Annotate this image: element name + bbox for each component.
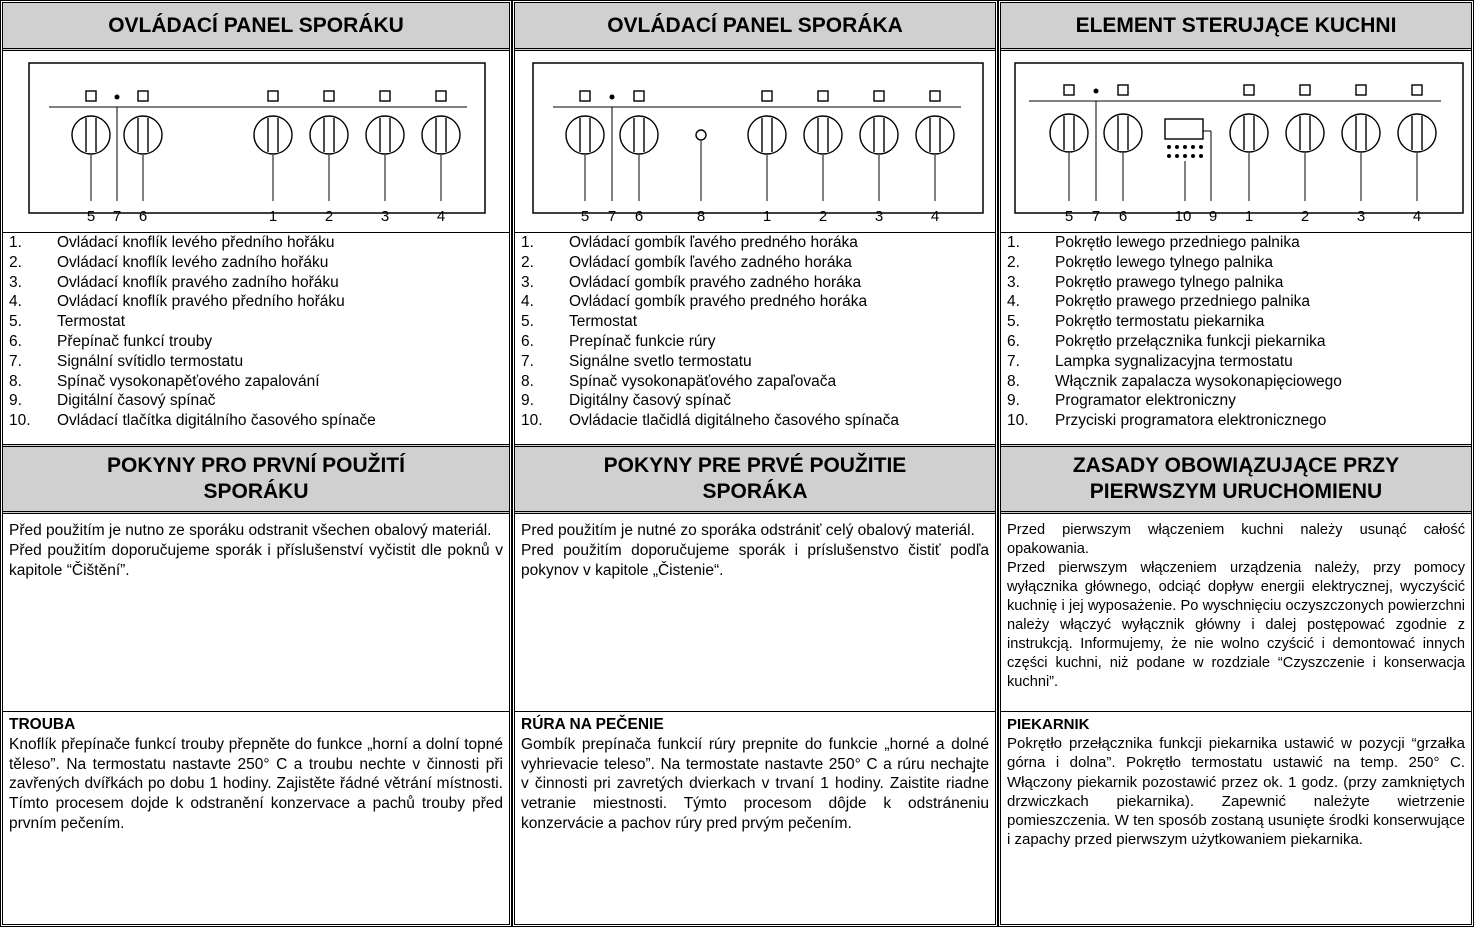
list-item: 7. Signálne svetlo termostatu <box>521 352 752 370</box>
list-item: 1. Ovládací knoflík levého předního hořáku <box>9 234 335 251</box>
first-use-text: Przed pierwszym włączeniem kuchni należy usunąć całość opakowania. Przed pierwszym włączeniem urządzenia należy, przy pomocy wyłącznika głównego, odciąć dopływ energii elektrycznej, wyczyścić kuchnię i jej wyposażenie. Po wyschnięciu oczyszczonych powierzchni należy włączyć wyłącznik główny i dalej postępować zgodnie z instrukcją. Informujemy, że nie wolno czyścić i demontować innych części kuchni, niż podane w rozdziale “Czyszczenie i konserwacja kuchni”. <box>1007 522 1465 690</box>
panel-drawing <box>515 51 995 231</box>
diagram-label: 4 <box>436 208 446 225</box>
list-item: 3. Ovládací gombík pravého zadného horáka <box>521 273 862 291</box>
panel-drawing <box>1001 51 1471 231</box>
diagram-label: 5 <box>580 208 590 225</box>
diagram-label: 7 <box>112 208 122 225</box>
section-header: POKYNY PRO PRVNÍ POUŽITÍ SPORÁKU <box>3 444 509 514</box>
legend-list <box>1001 233 1471 443</box>
diagram-label: 1 <box>762 208 772 225</box>
list-item: 5. Pokrętło termostatu piekarnika <box>1007 313 1265 331</box>
diagram-label: 3 <box>380 208 390 225</box>
list-item: 8. Włącznik zapalacza wysokonapięciowego <box>1007 372 1342 390</box>
oven-text: Gombík prepínača funkcií rúry prepnite do funkcie „horné a dolné vyhrievacie teleso”. Na termostate nastavte 250° C a rúru nechajte v činnosti pri zavretých dvierkach v trvaní 1 hodiny. Zaistite riadne vetranie miestnosti. Týmto procesom dôjde k odstráneniu konzervácie a pachov rúry pred prvým pečením. <box>521 735 989 832</box>
diagram-label: 2 <box>818 208 828 225</box>
list-item: 8. Spínač vysokonapäťového zapaľovača <box>521 372 837 390</box>
list-item: 3. Pokrętło prawego tylnego palnika <box>1007 273 1284 291</box>
list-item: 1. Ovládací gombík ľavého predného horáka <box>521 234 858 251</box>
diagram-label: 2 <box>324 208 334 225</box>
diagram-label: 8 <box>696 208 706 225</box>
list-item: 9. Programator elektroniczny <box>1007 392 1236 410</box>
diagram-label: 3 <box>1356 208 1366 225</box>
diagram-label: 4 <box>1412 208 1422 225</box>
list-item: 10. Ovládacie tlačidlá digitálneho časového spínača <box>521 412 900 430</box>
list-item: 7. Lampka sygnalizacyjna termostatu <box>1007 352 1293 370</box>
legend-list <box>515 233 995 443</box>
oven-section <box>521 715 989 834</box>
oven-section <box>9 715 503 834</box>
diagram-label: 1 <box>268 208 278 225</box>
oven-title: TROUBA <box>9 716 76 733</box>
list-item: 8. Spínač vysokonapěťového zapalování <box>9 372 320 390</box>
list-item: 10. Przyciski programatora elektronicznego <box>1007 412 1327 430</box>
diagram-label: 6 <box>634 208 644 225</box>
diagram-label: 5 <box>1064 208 1074 225</box>
list-item: 6. Pokrętło przełącznika funkcji piekarnika <box>1007 332 1326 350</box>
panel-drawing <box>3 51 509 231</box>
diagram-label: 6 <box>138 208 148 225</box>
column-polish <box>998 0 1474 927</box>
first-use-text: Před použitím je nutno ze sporáku odstranit všechen obalový materiál. Před použitím doporučujeme sporák i příslušenství vyčistit dle poknů v kapitole “Čištění”. <box>9 522 503 579</box>
control-panel-diagram <box>3 51 509 233</box>
diagram-label: 5 <box>86 208 96 225</box>
diagram-label: 7 <box>607 208 617 225</box>
section-header: ELEMENT STERUJĄCE KUCHNI <box>1001 3 1471 51</box>
oven-section <box>1007 715 1465 849</box>
list-item: 6. Přepínač funkcí trouby <box>9 332 213 350</box>
oven-title: RÚRA NA PEČENIE <box>521 716 664 733</box>
list-item: 6. Prepínač funkcie rúry <box>521 332 716 350</box>
list-item: 4. Ovládací gombík pravého predného horáka <box>521 293 868 311</box>
diagram-label: 7 <box>1091 208 1101 225</box>
list-item: 5. Termostat <box>521 313 638 331</box>
section-header: OVLÁDACÍ PANEL SPORÁKA <box>515 3 995 51</box>
list-item: 2. Ovládací gombík ľavého zadného horáka <box>521 253 852 271</box>
list-item: 1. Pokrętło lewego przedniego palnika <box>1007 234 1300 251</box>
column-czech <box>0 0 512 927</box>
diagram-label: 9 <box>1208 208 1218 225</box>
control-panel-diagram <box>1001 51 1471 233</box>
list-item: 7. Signální svítidlo termostatu <box>9 352 244 370</box>
list-item: 5. Termostat <box>9 313 126 331</box>
section-header: POKYNY PRE PRVÉ POUŽITIE SPORÁKA <box>515 444 995 514</box>
list-item: 2. Ovládací knoflík levého zadního hořáku <box>9 253 329 271</box>
oven-title: PIEKARNIK <box>1007 716 1090 733</box>
list-item: 10. Ovládací tlačítka digitálního časového spínače <box>9 412 376 430</box>
diagram-label: 6 <box>1118 208 1128 225</box>
list-item: 9. Digitálny časový spínač <box>521 392 731 410</box>
diagram-label: 2 <box>1300 208 1310 225</box>
list-item: 2. Pokrętło lewego tylnego palnika <box>1007 253 1273 271</box>
section-header: ZASADY OBOWIĄZUJĄCE PRZY PIERWSZYM URUCHOMIENU <box>1001 444 1471 514</box>
list-item: 9. Digitální časový spínač <box>9 392 216 410</box>
first-use-text: Pred použitím je nutné zo sporáka odstrániť celý obalový materiál. Pred použitím doporučujeme sporák i príslušenstvo čistiť podľa pokynov v kapitole „Čistenie“. <box>521 522 989 579</box>
oven-text: Pokrętło przełącznika funkcji piekarnika ustawić w pozycji “grzałka górna i dolna”. Pokrętło termostatu ustawić na temp. 250° C. Włączony piekarnik pozostawić przez ok. 1 godz. (przy zamkniętych drzwiczkach piekarnika). Zapewnić należyte wietrzenie pomieszczenia. W ten sposób zostaną usunięte środki konserwujące i zapachy przed pierwszym użytkowaniem piekarnika. <box>1007 735 1465 849</box>
diagram-label: 1 <box>1244 208 1254 225</box>
legend-list <box>3 233 509 443</box>
control-panel-diagram <box>515 51 995 233</box>
list-item: 3. Ovládací knoflík pravého zadního hořáku <box>9 273 339 291</box>
section-header: OVLÁDACÍ PANEL SPORÁKU <box>3 3 509 51</box>
column-slovak <box>512 0 998 927</box>
list-item: 4. Ovládací knoflík pravého předního hořáku <box>9 293 345 311</box>
diagram-label: 10 <box>1174 208 1192 225</box>
diagram-label: 3 <box>874 208 884 225</box>
oven-text: Knoflík přepínače funkcí trouby přepněte do funkce „horní a dolní topné těleso”. Na termostatu nastavte 250° C a troubu nechte v činnosti při zavřených dvířkách po dobu 1 hodiny. Zajistěte řádné větrání místnosti. Tímto procesem dojde k odstranění konzervace a pachů trouby před prvním pečením. <box>9 735 503 832</box>
diagram-label: 4 <box>930 208 940 225</box>
list-item: 4. Pokrętło prawego przedniego palnika <box>1007 293 1311 311</box>
